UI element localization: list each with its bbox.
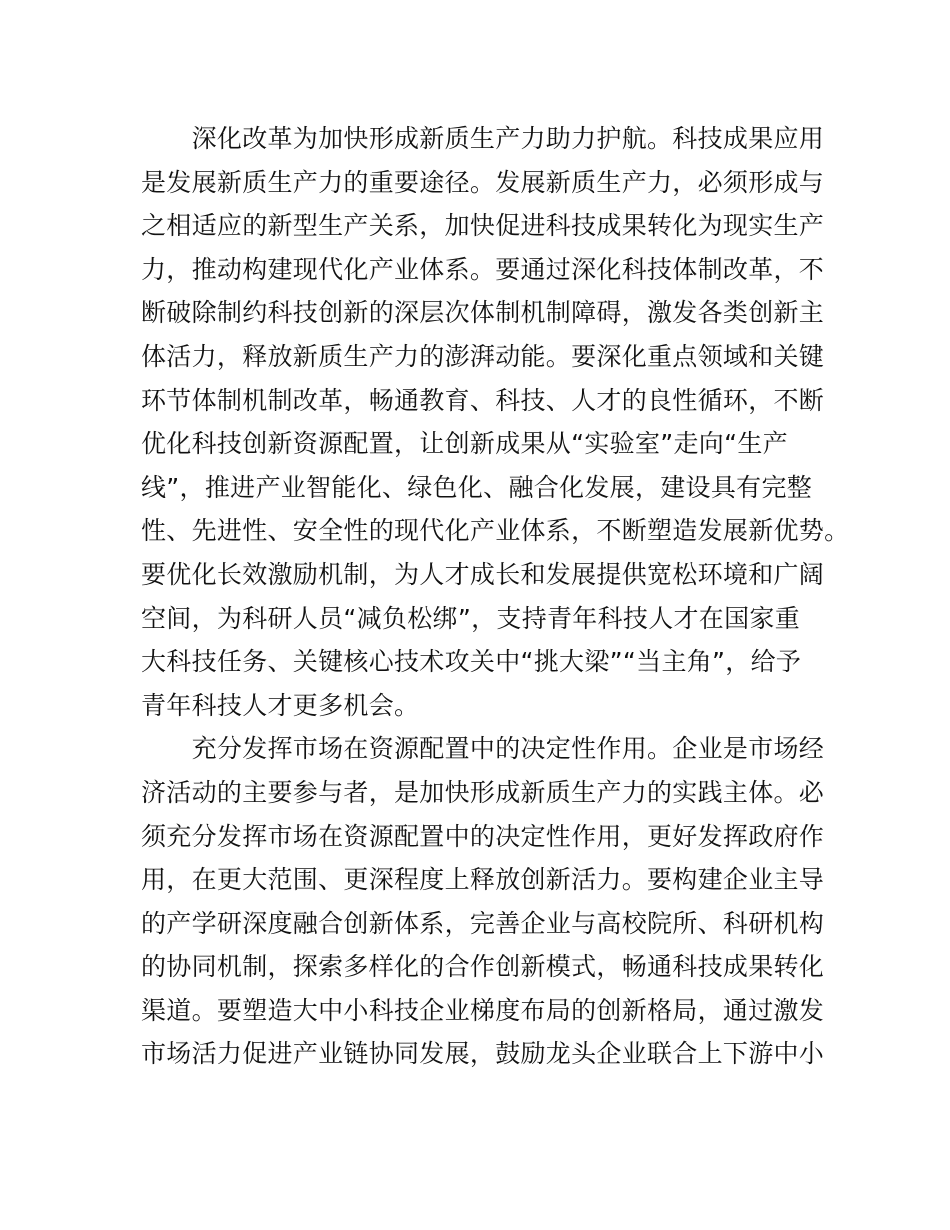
paragraph-reform [141,117,850,727]
text-line: 之相适应的新型生产关系，加快促进科技成果转化为现实生产 [141,211,825,241]
text-line: 用，在更大范围、更深程度上释放创新活力。要构建企业主导 [141,865,825,895]
text-line: 济活动的主要参与者，是加快形成新质生产力的实践主体。必 [141,777,825,807]
paragraph-market [141,727,831,1076]
text-line: 青年科技人才更多机会。 [141,690,420,720]
text-line: 是发展新质生产力的重要途径。发展新质生产力，必须形成与 [141,167,825,197]
text-line: 断破除制约科技创新的深层次体制机制障碍，激发各类创新主 [141,298,825,328]
text-line: 性、先进性、安全性的现代化产业体系，不断塑造发展新优势。 [141,516,850,546]
text-line: 体活力，释放新质生产力的澎湃动能。要深化重点领域和关键 [141,341,825,371]
text-line: 空间，为科研人员“减负松绑”，支持青年科技人才在国家重 [141,603,801,633]
text-line: 市场活力促进产业链协同发展，鼓励龙头企业联合上下游中小 [141,1039,825,1069]
body-text [141,117,850,1076]
text-line: 力，推动构建现代化产业体系。要通过深化科技体制改革，不 [141,254,825,284]
text-line: 大科技任务、关键核心技术攻关中“挑大梁”“当主角”，给予 [141,647,802,677]
text-line: 的协同机制，探索多样化的合作创新模式，畅通科技成果转化 [141,952,825,982]
text-line: 须充分发挥市场在资源配置中的决定性作用，更好发挥政府作 [141,821,825,851]
text-line: 线”，推进产业智能化、绿色化、融合化发展，建设具有完整 [141,472,813,502]
text-line: 要优化长效激励机制，为人才成长和发展提供宽松环境和广阔 [141,559,825,589]
text-line: 充分发挥市场在资源配置中的决定性作用。企业是市场经 [141,734,825,764]
text-line: 深化改革为加快形成新质生产力助力护航。科技成果应用 [141,124,825,153]
text-line: 渠道。要塑造大中小科技企业梯度布局的创新格局，通过激发 [141,995,825,1025]
text-line: 优化科技创新资源配置，让创新成果从“实验室”走向“生产 [141,429,788,459]
text-line: 环节体制机制改革，畅通教育、科技、人才的良性循环，不断 [141,385,825,415]
text-line: 的产学研深度融合创新体系，完善企业与高校院所、科研机构 [141,908,825,938]
